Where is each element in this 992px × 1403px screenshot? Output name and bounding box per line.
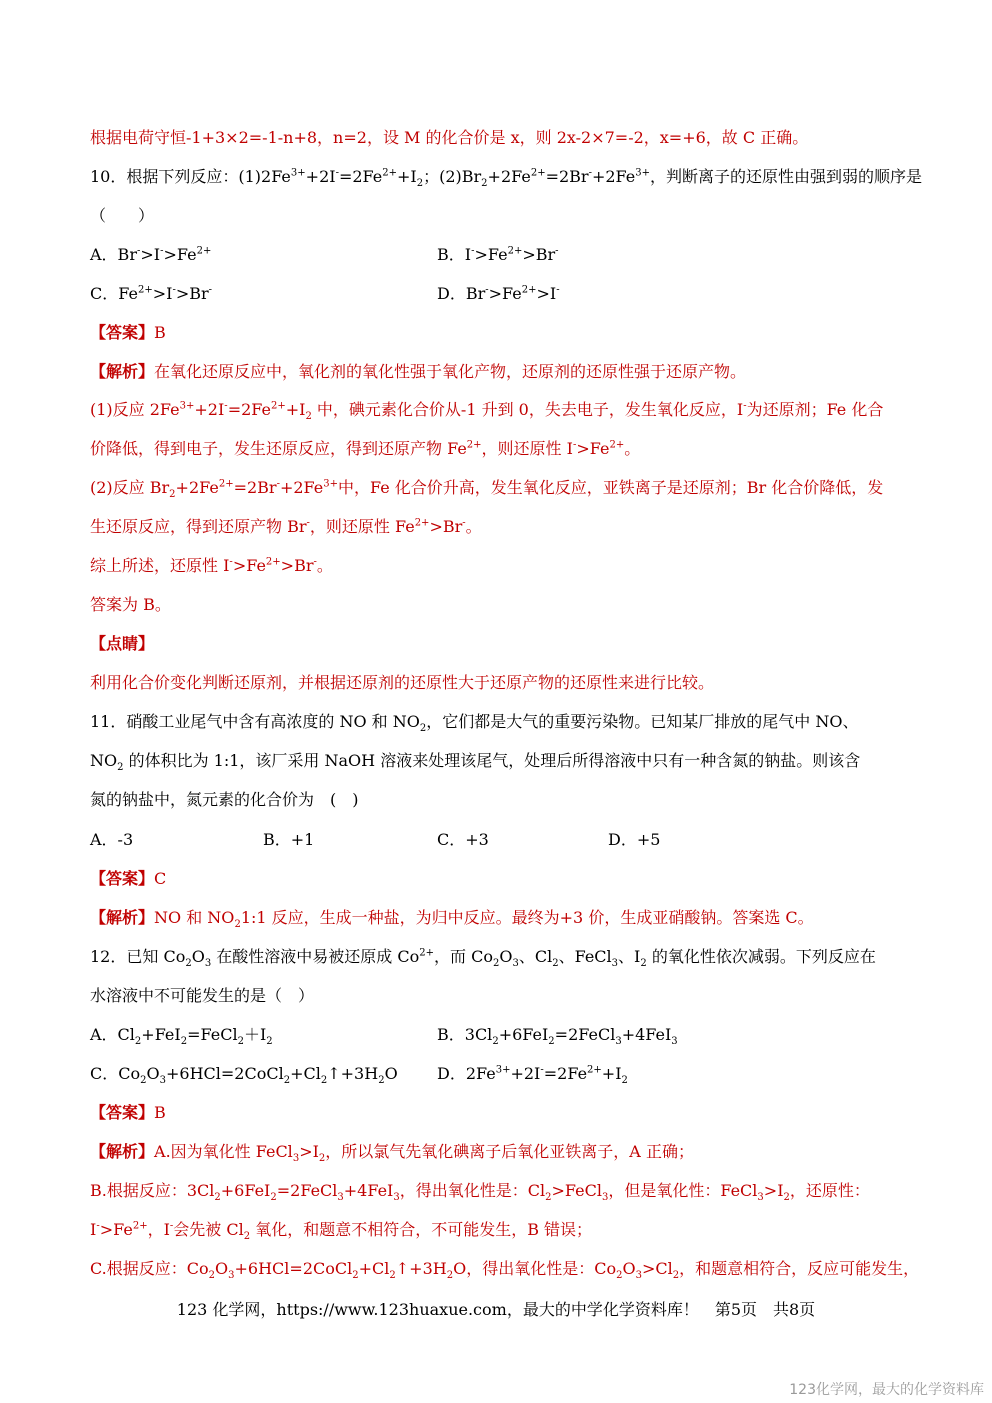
tip-text: 利用化合价变化判断还原剂，并根据还原剂的还原性大于还原产物的还原性来进行比较。 <box>90 673 715 692</box>
option-d: D．+5 <box>608 830 661 849</box>
question-10: 10．根据下列反应：$(1)2Fe^{3+}+2I^-=2Fe^{2+}+I_2$；$(2)Br_2+2Fe^{2+}=2Br^-+2Fe^{3+}$，判断离子的还原性由强到弱的顺序是 <box>90 167 923 190</box>
text-line: B.根据反应：$3Cl_2+6FeI_2=2FeCl_3+4FeI_3$，得出氧化性是：$Cl_2>FeCl_3$，但是氧化性：$FeCl_3>I_2$，还原性： <box>90 1181 870 1204</box>
option-b: B．+1 <box>263 830 315 849</box>
question-12: 12．已知 $Co_2O_3$ 在酸性溶液中易被还原成 $Co^{2+}$，而 $Co_2O_3$、$Cl_2$、FeCl$_3$、$I_2$ 的氧化性依次减弱。下列反应在 <box>90 947 876 970</box>
text-line: 价降低，得到电子，发生还原反应，得到还原产物 $Fe^{2+}$，则还原性 $I^->Fe^{2+}$。 <box>90 439 641 458</box>
explanation-11: 【解析】NO 和 $NO_21:1$ 反应，生成一种盐，为归中反应。最终为+3 价，生成亚硝酸钠。答案选 C。 <box>90 908 814 931</box>
answer-11: 【答案】C <box>90 869 167 888</box>
question-11-line2: $NO_2$ 的体积比为 1:1，该厂采用 NaOH 溶液来处理该尾气，处理后所得溶液中只有一种含氮的钠盐。则该含 <box>90 751 861 774</box>
text-line: 生还原反应，得到还原产物 Br-，则还原性 $Fe^{2+}>Br^-$。 <box>90 517 482 536</box>
watermark: 123化学网，最大的化学资料库 <box>789 1382 984 1398</box>
option-c: C．$Co_2O_3+6HCl=2CoCl_2+Cl_2↑+3H_2O$ <box>90 1064 398 1087</box>
text-line: (1)反应 $2Fe^{3+}+2I^-=2Fe^{2+}+I_2$ 中，碘元素化合价从-1 升到 0，失去电子，发生氧化反应，I-为还原剂；Fe 化合 <box>90 400 884 423</box>
text-line: $I^->Fe^{2+}$，I-会先被 $Cl_2$ 氧化，和题意不相符合，不可能发生，B 错误； <box>90 1220 593 1243</box>
question-10-paren: （ ） <box>90 206 155 225</box>
explanation-12: 【解析】A.因为氧化性 $FeCl_3>I_2$，所以氯气先氧化碘离子后氧化亚铁离子，A 正确； <box>90 1142 694 1165</box>
option-d: D．$2Fe^{3+}+2I^-=2Fe^{2+}+I_2$ <box>437 1064 628 1087</box>
option-a: A．-3 <box>90 830 134 849</box>
option-d: D．$Br^->Fe^{2+}>I^-$ <box>437 284 560 303</box>
explanation-10: 【解析】在氧化还原反应中，氧化剂的氧化性强于氧化产物，还原剂的还原性强于还原产物。 <box>90 362 747 381</box>
text-line: 综上所述，还原性 $I^->Fe^{2+}>Br^-$。 <box>90 556 333 575</box>
page-footer: 123 化学网，https://www.123huaxue.com，最大的中学化学资料库！ 第5页 共8页 <box>176 1300 816 1319</box>
text-line: (2)反应 $Br_2+2Fe^{2+}=2Br^-+2Fe^{3+}$中，Fe 化合价升高，发生氧化反应，亚铁离子是还原剂；Br 化合价降低，发 <box>90 478 884 501</box>
question-11: 11．硝酸工业尾气中含有高浓度的 NO 和 $NO_2$，它们都是大气的重要污染物。已知某厂排放的尾气中 NO、 <box>90 712 859 735</box>
option-a: A．$Cl_2+FeI_2=FeCl_2+I_2$ <box>90 1025 273 1048</box>
option-c: C．$Fe^{2+}>I^->Br^-$ <box>90 284 213 303</box>
question-12-line2: 水溶液中不可能发生的是（ ） <box>90 986 315 1005</box>
answer-10: 【答案】B <box>90 323 166 342</box>
answer-12: 【答案】B <box>90 1103 166 1122</box>
option-b: B．$3Cl_2+6FeI_2=2FeCl_3+4FeI_3$ <box>437 1025 678 1048</box>
text-line: 根据电荷守恒-1+3×2=-1-n+8，n=2，设 M 的化合价是 x，则 2x-2×7=-2，x=+6，故 C 正确。 <box>90 128 809 147</box>
question-11-line3: 氮的钠盐中，氮元素的化合价为 ( ) <box>90 790 359 809</box>
option-b: B．$I^->Fe^{2+}>Br^-$ <box>437 245 559 264</box>
text-line: 答案为 B。 <box>90 595 171 614</box>
option-a: A．$Br^->I^->Fe^{2+}$ <box>90 245 212 264</box>
text-line: C.根据反应：$Co_2O_3+6HCl=2CoCl_2+Cl_2↑+3H_2O$，得出氧化性是：$Co_2O_3>Cl_2$，和题意相符合，反应可能发生， <box>90 1259 920 1282</box>
tip-heading: 【点睛】 <box>90 634 155 653</box>
option-c: C．+3 <box>437 830 489 849</box>
